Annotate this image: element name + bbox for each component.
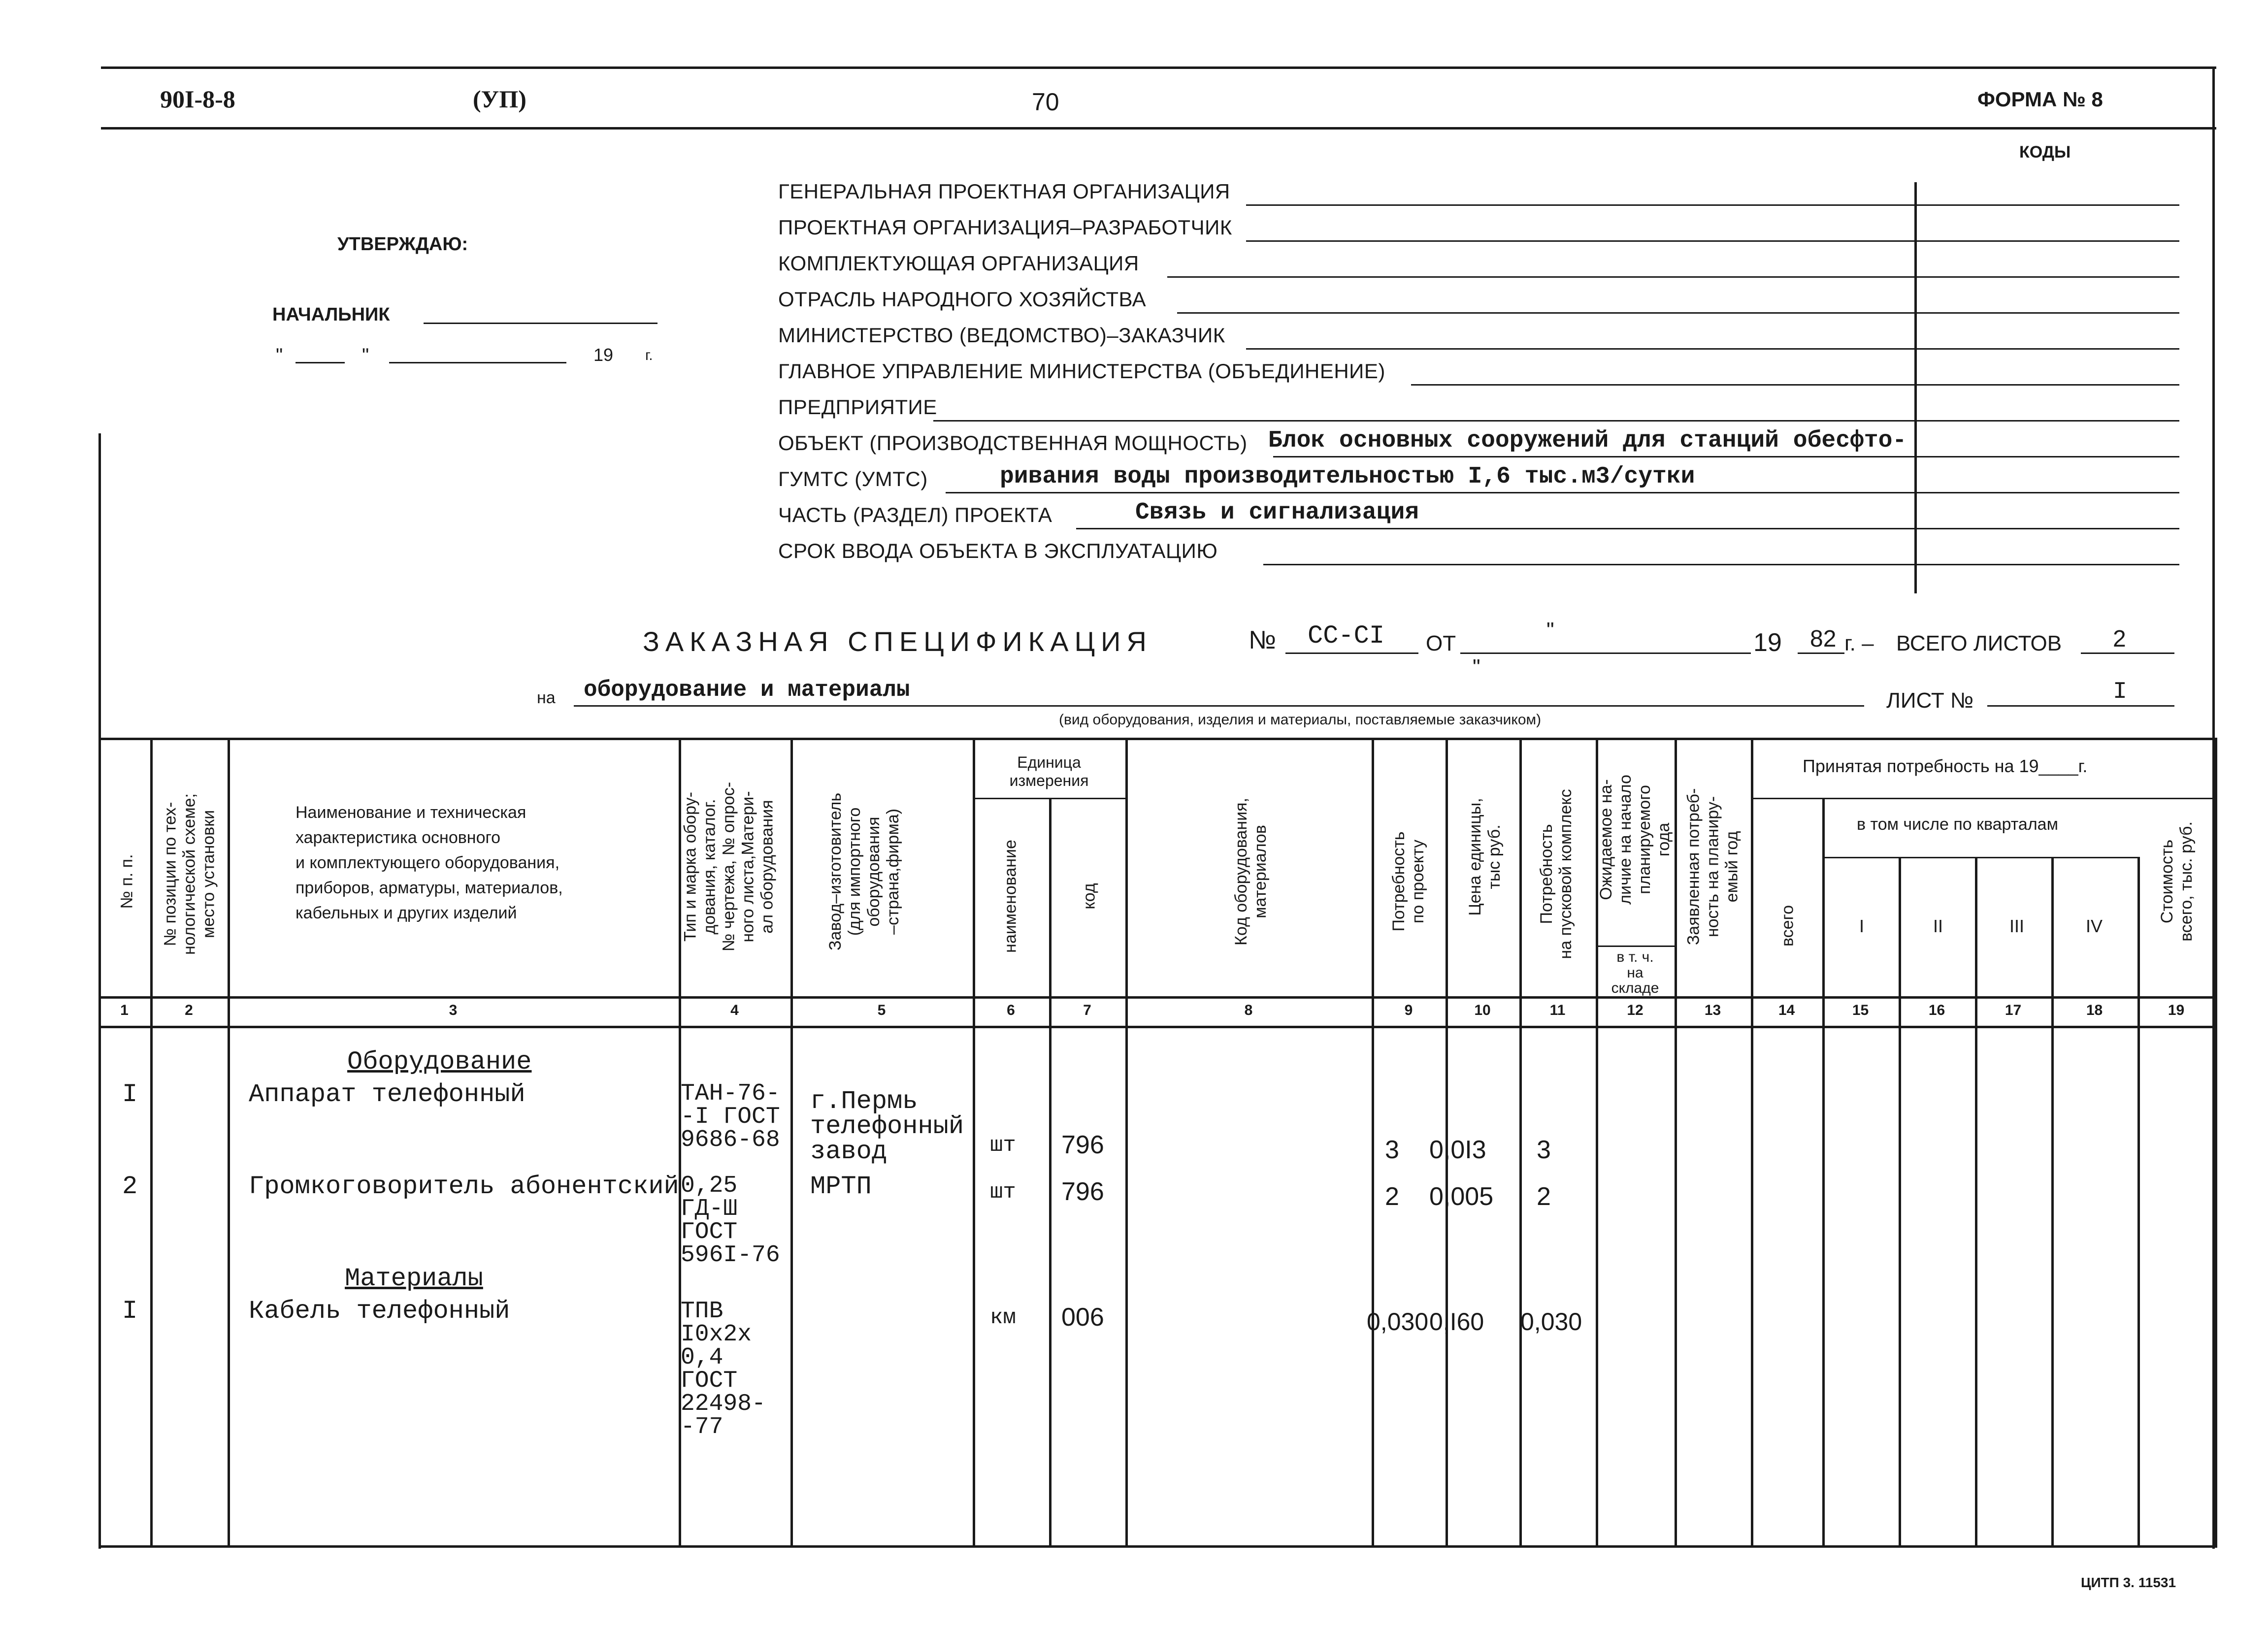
column-number: 4 bbox=[730, 1002, 739, 1018]
column-number: 5 bbox=[877, 1002, 886, 1018]
chief-label: НАЧАЛЬНИК bbox=[272, 304, 390, 325]
table-top-line bbox=[99, 738, 2215, 740]
spec-for-line bbox=[574, 705, 1864, 707]
org-field-line bbox=[1177, 312, 2179, 314]
org-field-line bbox=[1273, 456, 2179, 457]
column-number: 15 bbox=[1852, 1002, 1869, 1018]
form-number: ФОРМА № 8 bbox=[1977, 88, 2103, 111]
table-column-line bbox=[1822, 798, 1825, 1548]
table-column-line bbox=[1975, 857, 1977, 1548]
row3-need: 0,030 bbox=[1367, 1308, 1429, 1336]
table-column-line bbox=[973, 738, 975, 1548]
org-field-value: ривания воды производительностью I,6 тыс.м3/сутки bbox=[1000, 463, 1695, 490]
footer-stamp: ЦИТП 3. 11531 bbox=[2081, 1575, 2176, 1590]
table-column-line bbox=[2137, 857, 2140, 1548]
day-line bbox=[296, 362, 345, 363]
table-column-line bbox=[1049, 798, 1052, 1548]
row2-launch: 2 bbox=[1537, 1182, 1551, 1211]
row3-name: Кабель телефонный bbox=[249, 1297, 510, 1326]
org-field-line bbox=[1076, 528, 2179, 529]
top-border bbox=[101, 66, 2216, 69]
table-column-line bbox=[1899, 857, 1901, 1548]
col-header-3: Наименование и техническая характеристика основного и комплектующего оборудования, приборов, арматуры, материалов, кабельных и других изделий bbox=[296, 803, 563, 922]
row2-maker: МРТП bbox=[810, 1172, 872, 1201]
org-field-line bbox=[1246, 240, 2179, 242]
col-header-15: I bbox=[1859, 916, 1865, 936]
sheets-total: 2 bbox=[2113, 626, 2126, 652]
col-header-4: Тип и марка обору- дования, каталог. № чертежа, № опрос- ного листа,Матери- ал оборудования bbox=[681, 782, 777, 952]
spec-from-label: ОТ bbox=[1426, 631, 1456, 655]
col-header-17: III bbox=[2009, 916, 2025, 936]
chief-signature-line bbox=[424, 323, 657, 324]
quarters-header: в том числе по кварталам bbox=[1857, 815, 2058, 834]
row3-type: ТПВ I0х2х 0,4 ГОСТ 22498- -77 bbox=[681, 1298, 766, 1441]
org-field-label: МИНИСТЕРСТВО (ВЕДОМСТВО)–ЗАКАЗЧИК bbox=[778, 324, 1225, 347]
approval-year: 19 bbox=[593, 345, 614, 365]
table-column-line bbox=[1372, 738, 1374, 1548]
row2-need: 2 bbox=[1385, 1182, 1399, 1211]
sheets-total-label: ВСЕГО ЛИСТОВ bbox=[1896, 631, 2062, 655]
accepted-group-line bbox=[1751, 798, 2214, 799]
header-divider bbox=[101, 127, 2216, 130]
row2-unit-code: 796 bbox=[1061, 1177, 1104, 1206]
org-field-line bbox=[933, 420, 2179, 422]
col-header-6: наименование bbox=[1001, 840, 1020, 953]
date-quote-open: " bbox=[276, 345, 283, 366]
row2-name: Громкоговоритель абонентский bbox=[249, 1172, 679, 1201]
table-column-line bbox=[790, 738, 793, 1548]
col-header-11: Потребность на пусковой комплекс bbox=[1537, 789, 1575, 959]
table-column-line bbox=[1125, 738, 1128, 1548]
col-header-5: Завод–изготовитель (для импортного оборудования –страна,фирма) bbox=[825, 792, 903, 951]
col-header-18: IV bbox=[2086, 916, 2103, 936]
column-number: 13 bbox=[1704, 1002, 1721, 1018]
row3-unit: км bbox=[990, 1305, 1016, 1330]
table-column-line bbox=[2051, 857, 2054, 1548]
date-quote-close: " bbox=[362, 345, 369, 366]
column-number: 18 bbox=[2086, 1002, 2103, 1018]
org-field-label: ПРЕДПРИЯТИЕ bbox=[778, 395, 937, 419]
org-field-line bbox=[1411, 384, 2179, 386]
spec-number-label: № bbox=[1249, 626, 1276, 654]
col-header-2: № позиции по тех- нологической схеме; место установки bbox=[161, 793, 218, 955]
spec-year-line bbox=[1798, 652, 1844, 654]
row3-price: 0,I60 bbox=[1429, 1308, 1484, 1336]
doc-code: 90I-8-8 bbox=[160, 85, 235, 113]
column-number: 1 bbox=[120, 1002, 129, 1018]
spec-date-line bbox=[1460, 652, 1751, 654]
table-numbers-bottom bbox=[99, 1026, 2215, 1028]
row1-number: I bbox=[122, 1080, 138, 1109]
spec-year-suffix: г. – bbox=[1844, 631, 1874, 655]
sheet-number: I bbox=[2113, 679, 2127, 705]
col-header-13: Заявленная потреб- ность на планиру- емый год bbox=[1684, 788, 1742, 945]
org-field-label: ГЕНЕРАЛЬНАЯ ПРОЕКТНАЯ ОРГАНИЗАЦИЯ bbox=[778, 180, 1230, 203]
spec-year-prefix: 19 bbox=[1753, 628, 1782, 657]
org-field-label: ОТРАСЛЬ НАРОДНОГО ХОЗЯЙСТВА bbox=[778, 288, 1147, 311]
row3-number: I bbox=[122, 1297, 138, 1326]
org-field-line bbox=[1246, 348, 2179, 350]
spec-date-quote-1: " bbox=[1546, 618, 1554, 642]
org-field-label: СРОК ВВОДА ОБЪЕКТА В ЭКСПЛУАТАЦИЮ bbox=[778, 539, 1218, 562]
org-field-label: ГУМТС (УМТС) bbox=[778, 467, 928, 490]
sheet-number-label: ЛИСТ № bbox=[1886, 688, 1974, 713]
org-field-value: Связь и сигнализация bbox=[1135, 499, 1419, 526]
spec-number: СС-СI bbox=[1308, 621, 1385, 651]
spec-year: 82 bbox=[1810, 626, 1837, 652]
org-field-label: ОБЪЕКТ (ПРОИЗВОДСТВЕННАЯ МОЩНОСТЬ) bbox=[778, 431, 1248, 455]
row1-name: Аппарат телефонный bbox=[249, 1080, 526, 1109]
org-field-line bbox=[1246, 204, 2179, 206]
column-number: 14 bbox=[1778, 1002, 1795, 1018]
org-field-label: КОМПЛЕКТУЮЩАЯ ОРГАНИЗАЦИЯ bbox=[778, 252, 1139, 275]
column-number: 7 bbox=[1083, 1002, 1091, 1018]
col-header-10: Цена единицы, тыс руб. bbox=[1465, 798, 1504, 916]
album-number: (УП) bbox=[473, 85, 526, 113]
org-field-label: ЧАСТЬ (РАЗДЕЛ) ПРОЕКТА bbox=[778, 503, 1052, 526]
column-number: 12 bbox=[1627, 1002, 1643, 1018]
column-number: 3 bbox=[449, 1002, 458, 1018]
approval-year-suffix: г. bbox=[645, 347, 653, 363]
accepted-header: Принятая потребность на 19____г. bbox=[1803, 756, 2088, 776]
org-field-label: ГЛАВНОЕ УПРАВЛЕНИЕ МИНИСТЕРСТВА (ОБЪЕДИНЕНИЕ) bbox=[778, 359, 1385, 383]
table-column-line bbox=[1675, 738, 1677, 1548]
table-column-line bbox=[2215, 738, 2217, 1548]
col-header-19: Стоимость всего, тыс. руб. bbox=[2157, 821, 2196, 942]
row2-number: 2 bbox=[122, 1172, 138, 1201]
col-header-9: Потребность по проекту bbox=[1389, 831, 1427, 932]
row1-price: 0,0I3 bbox=[1429, 1136, 1486, 1164]
table-column-line bbox=[228, 738, 230, 1548]
column-number: 16 bbox=[1928, 1002, 1945, 1018]
row1-maker: г.Пермь телефонный завод bbox=[810, 1087, 964, 1166]
col-header-7: код bbox=[1080, 883, 1099, 910]
table-column-line bbox=[1519, 738, 1522, 1548]
row2-price: 0,005 bbox=[1429, 1182, 1494, 1211]
table-column-line bbox=[150, 738, 153, 1548]
codes-label: КОДЫ bbox=[2019, 143, 2071, 162]
row1-type: ТАН-76- -I ГОСТ 9686-68 bbox=[681, 1080, 780, 1154]
sheet-number-line bbox=[1987, 705, 2174, 707]
column-number: 8 bbox=[1244, 1002, 1253, 1018]
spec-number-line bbox=[1285, 652, 1418, 654]
quarters-group-line bbox=[1822, 857, 2137, 858]
column-number: 10 bbox=[1474, 1002, 1491, 1018]
col-header-12: Ожидаемое на- личие на начало планируемого года bbox=[1596, 775, 1674, 905]
spec-caption: (вид оборудования, изделия и материалы, поставляемые заказчиком) bbox=[1059, 712, 1542, 728]
sheets-total-line bbox=[2081, 652, 2174, 654]
section-equipment: Оборудование bbox=[347, 1047, 532, 1076]
row1-unit-code: 796 bbox=[1061, 1131, 1104, 1159]
spec-title: ЗАКАЗНАЯ СПЕЦИФИКАЦИЯ bbox=[643, 626, 1152, 657]
column-number: 2 bbox=[185, 1002, 193, 1018]
column-number: 11 bbox=[1549, 1002, 1566, 1018]
section-materials: Материалы bbox=[345, 1264, 483, 1293]
column-number: 17 bbox=[2005, 1002, 2022, 1018]
table-column-line bbox=[1751, 738, 1753, 1548]
row3-unit-code: 006 bbox=[1061, 1303, 1104, 1332]
unit-group-header: Единица измерения bbox=[1009, 753, 1089, 789]
row1-unit: шт bbox=[990, 1133, 1016, 1158]
column-number: 6 bbox=[1007, 1002, 1015, 1018]
page-number: 70 bbox=[1032, 88, 1059, 116]
column-number: 19 bbox=[2168, 1002, 2185, 1018]
row1-launch: 3 bbox=[1537, 1136, 1551, 1164]
row2-unit: шт bbox=[990, 1180, 1016, 1205]
table-bottom bbox=[99, 1545, 2215, 1548]
row2-type: 0,25 ГД-Ш ГОСТ 596I-76 bbox=[681, 1173, 780, 1269]
table-header-bottom bbox=[99, 996, 2215, 999]
row1-need: 3 bbox=[1385, 1136, 1399, 1164]
spec-for-label: на bbox=[537, 688, 556, 707]
org-field-line bbox=[946, 492, 2179, 493]
org-field-line bbox=[1167, 276, 2179, 278]
month-line bbox=[389, 362, 566, 363]
spec-date-quote-2: " bbox=[1473, 655, 1480, 679]
col-header-16: II bbox=[1933, 916, 1943, 936]
row3-launch: 0,030 bbox=[1520, 1308, 1582, 1336]
codes-column-line bbox=[1914, 182, 1917, 593]
column-number: 9 bbox=[1404, 1002, 1413, 1018]
org-field-label: ПРОЕКТНАЯ ОРГАНИЗАЦИЯ–РАЗРАБОТЧИК bbox=[778, 216, 1232, 239]
col-header-1: № п. п. bbox=[117, 854, 136, 909]
spec-for-value: оборудование и материалы bbox=[584, 677, 910, 703]
org-field-line bbox=[1263, 564, 2179, 565]
col-header-8: Код оборудования, материалов bbox=[1231, 798, 1270, 945]
table-column-line bbox=[99, 738, 101, 1548]
approve-label: УТВЕРЖДАЮ: bbox=[337, 234, 468, 255]
col-header-14: всего bbox=[1778, 905, 1797, 947]
unit-group-line bbox=[973, 798, 1125, 799]
stock-sub-line bbox=[1596, 945, 1675, 947]
col-header-12-stock: в т. ч. на складе bbox=[1611, 949, 1659, 996]
org-field-value: Блок основных сооружений для станций обесфто- bbox=[1268, 427, 1907, 454]
